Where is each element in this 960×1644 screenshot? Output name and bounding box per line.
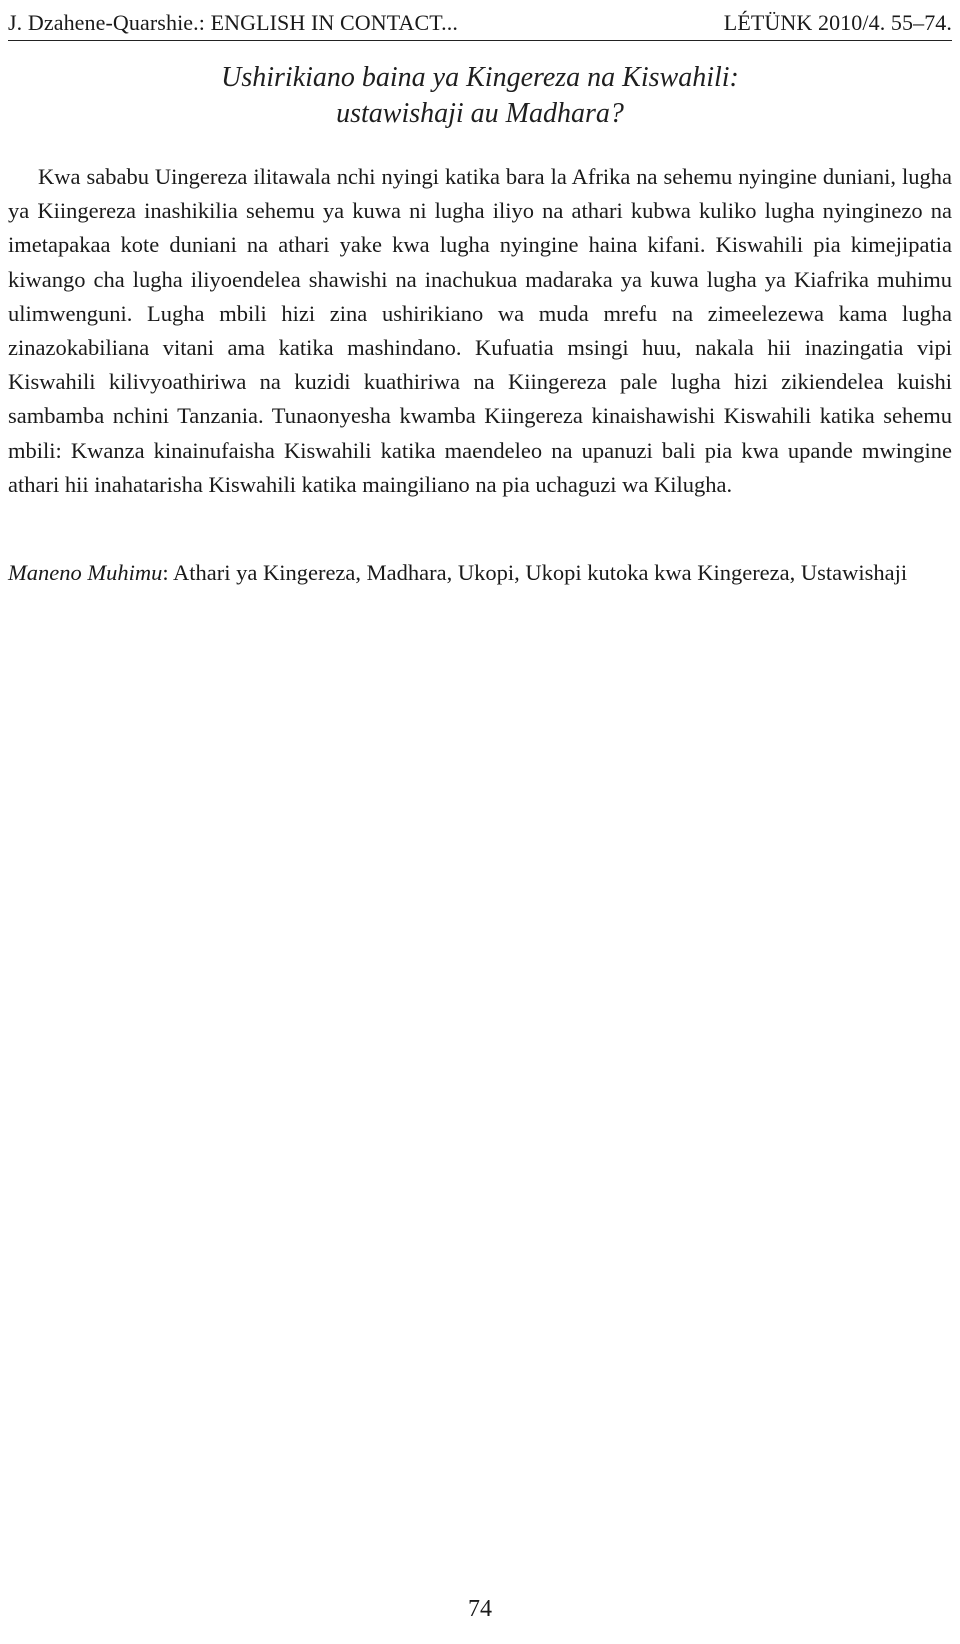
title-line-1: Ushirikiano baina ya Kingereza na Kiswahili:	[221, 62, 739, 93]
keywords-text: : Athari ya Kingereza, Madhara, Ukopi, Ukopi kutoka kwa Kingereza, Ustawishaji	[162, 560, 908, 585]
keywords-label: Maneno Muhimu	[8, 560, 163, 585]
header-journal-citation: LÉTÜNK 2010/4. 55–74.	[723, 10, 952, 35]
article-title	[0, 60, 960, 132]
keywords-paragraph	[8, 556, 952, 590]
page-number: 74	[468, 1596, 492, 1622]
abstract-paragraph: Kwa sababu Uingereza ilitawala nchi nyingi katika bara la Afrika na sehemu nyingine duniani, lugha ya Kiingereza inashikilia sehemu ya kuwa ni lugha iliyo na athari kubwa kuliko lugha nyinginezo na imetapakaa kote duniani na athari yake kwa lugha nyingine haina kifani. Kiswahili pia kimejipatia kiwango cha lugha iliyoendelea shawishi na inachukua madaraka ya kuwa lugha ya Kiafrika muhimu ulimwenguni. Lugha mbili hizi zina ushirikiano wa muda mrefu na zimeelezewa kama lugha zinazokabiliana vitani ama katika mashindano. Kufuatia msingi huu, nakala hii inazingatia vipi Kiswahili kilivyoathiriwa na kuzidi kuathiriwa na Kiingereza pale lugha hizi zikiendelea kuishi sambamba nchini Tanzania. Tunaonyesha kwamba Kiingereza kinaishawishi Kiswahili katika sehemu mbili: Kwanza kinainufaisha Kiswahili katika maendeleo na upanuzi bali pia kwa upande mwingine athari hii inahatarisha Kiswahili katika maingiliano na pia uchaguzi wa Kilugha.	[8, 164, 952, 497]
title-line-2: ustawishaji au Madhara?	[336, 98, 624, 129]
running-header	[8, 6, 952, 41]
header-author-title: J. Dzahene-Quarshie.: ENGLISH IN CONTACT...	[8, 10, 458, 35]
